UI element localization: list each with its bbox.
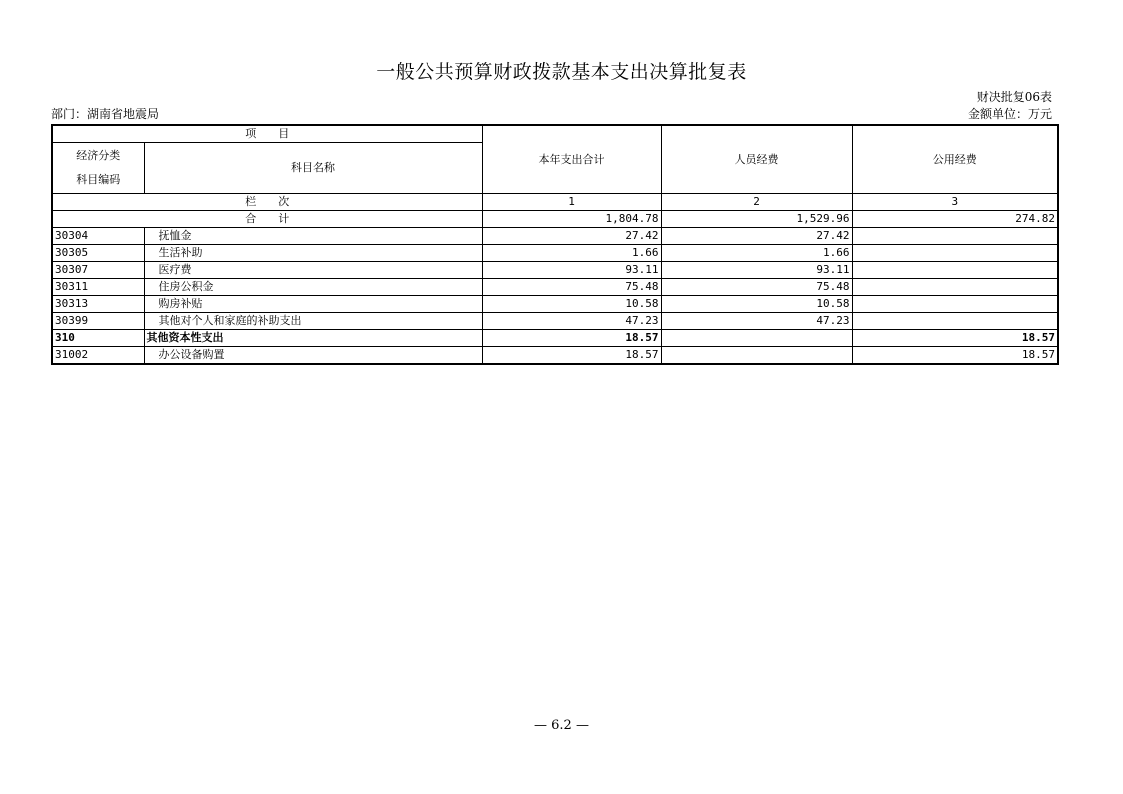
row-code: 30399 xyxy=(52,313,144,330)
row-total: 27.42 xyxy=(482,228,661,245)
table-row xyxy=(52,228,1058,245)
total-public: 274.82 xyxy=(852,211,1058,228)
row-total: 75.48 xyxy=(482,279,661,296)
row-public: 18.57 xyxy=(852,330,1058,347)
total-label: 合 计 xyxy=(52,211,482,228)
table-row xyxy=(52,296,1058,313)
table-row xyxy=(52,262,1058,279)
row-code: 30311 xyxy=(52,279,144,296)
row-personnel: 93.11 xyxy=(661,262,852,279)
expenditure-table xyxy=(51,124,1059,365)
total-expenditure: 1,804.78 xyxy=(482,211,661,228)
row-subject-name: 住房公积金 xyxy=(144,279,482,296)
row-subject-name: 办公设备购置 xyxy=(144,347,482,365)
table-row xyxy=(52,245,1058,262)
row-public xyxy=(852,245,1058,262)
row-personnel: 27.42 xyxy=(661,228,852,245)
header-item: 项 目 xyxy=(52,125,482,143)
row-code: 30307 xyxy=(52,262,144,279)
total-personnel: 1,529.96 xyxy=(661,211,852,228)
row-total: 1.66 xyxy=(482,245,661,262)
row-subject-name: 生活补助 xyxy=(144,245,482,262)
row-public xyxy=(852,228,1058,245)
row-subject-name: 医疗费 xyxy=(144,262,482,279)
header-row-item xyxy=(52,125,1058,143)
row-personnel: 47.23 xyxy=(661,313,852,330)
header-subject-name: 科目名称 xyxy=(144,143,482,194)
column-number-row xyxy=(52,194,1058,211)
row-total: 18.57 xyxy=(482,330,661,347)
department-label: 部门：湖南省地震局 xyxy=(51,107,160,121)
table-row xyxy=(52,330,1058,347)
header-econ-code xyxy=(52,143,144,194)
header-col-total: 本年支出合计 xyxy=(482,125,661,194)
column-number-1: 1 xyxy=(482,194,661,211)
row-total: 18.57 xyxy=(482,347,661,365)
page-number: — 6.2 — xyxy=(534,718,589,733)
column-number-label: 栏 次 xyxy=(52,194,482,211)
header-econ-code-line2: 科目编码 xyxy=(76,173,121,186)
form-number: 财决批复06表 xyxy=(976,90,1052,104)
row-personnel: 1.66 xyxy=(661,245,852,262)
row-code: 310 xyxy=(52,330,144,347)
row-personnel xyxy=(661,347,852,365)
row-subject-name: 其他资本性支出 xyxy=(144,330,482,347)
row-subject-name: 购房补贴 xyxy=(144,296,482,313)
total-row xyxy=(52,211,1058,228)
row-subject-name: 其他对个人和家庭的补助支出 xyxy=(144,313,482,330)
row-total: 47.23 xyxy=(482,313,661,330)
row-personnel: 75.48 xyxy=(661,279,852,296)
row-personnel: 10.58 xyxy=(661,296,852,313)
row-subject-name: 抚恤金 xyxy=(144,228,482,245)
row-public xyxy=(852,296,1058,313)
row-code: 30304 xyxy=(52,228,144,245)
row-code: 31002 xyxy=(52,347,144,365)
table-row xyxy=(52,313,1058,330)
row-public xyxy=(852,313,1058,330)
row-code: 30305 xyxy=(52,245,144,262)
header-col-public: 公用经费 xyxy=(852,125,1058,194)
header-col-personnel: 人员经费 xyxy=(661,125,852,194)
row-personnel xyxy=(661,330,852,347)
row-public xyxy=(852,279,1058,296)
row-code: 30313 xyxy=(52,296,144,313)
row-public xyxy=(852,262,1058,279)
column-number-3: 3 xyxy=(852,194,1058,211)
report-title: 一般公共预算财政拨款基本支出决算批复表 xyxy=(376,61,747,83)
table-row xyxy=(52,279,1058,296)
table-row xyxy=(52,347,1058,365)
column-number-2: 2 xyxy=(661,194,852,211)
row-total: 93.11 xyxy=(482,262,661,279)
row-total: 10.58 xyxy=(482,296,661,313)
header-econ-code-line1: 经济分类 xyxy=(76,149,121,162)
amount-unit-label: 金额单位：万元 xyxy=(967,107,1052,121)
row-public: 18.57 xyxy=(852,347,1058,365)
